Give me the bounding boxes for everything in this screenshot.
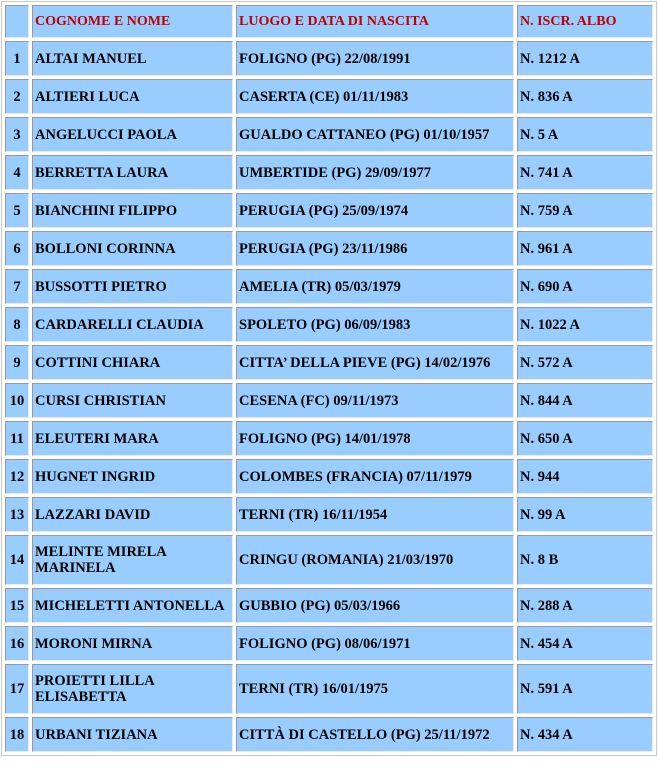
- table-row: [5, 626, 653, 661]
- row-albo: N. 961 A: [517, 231, 653, 266]
- row-albo: N. 5 A: [517, 117, 653, 152]
- table-row: [5, 307, 653, 342]
- row-birth: CASERTA (CE) 01/11/1983: [236, 79, 514, 114]
- row-albo: N. 99 A: [517, 497, 653, 532]
- table-row: [5, 231, 653, 266]
- row-albo: N. 944: [517, 459, 653, 494]
- row-name: PROIETTI LILLA ELISABETTA: [32, 664, 233, 714]
- row-albo: N. 690 A: [517, 269, 653, 304]
- row-birth: GUALDO CATTANEO (PG) 01/10/1957: [236, 117, 514, 152]
- table-row: [5, 383, 653, 418]
- table-row: [5, 421, 653, 456]
- table-row: [5, 345, 653, 380]
- row-birth: COLOMBES (FRANCIA) 07/11/1979: [236, 459, 514, 494]
- header-number: [5, 5, 29, 38]
- row-number: 1: [5, 41, 29, 76]
- table-row: [5, 79, 653, 114]
- row-albo: N. 8 B: [517, 535, 653, 585]
- row-number: 15: [5, 588, 29, 623]
- row-birth: FOLIGNO (PG) 14/01/1978: [236, 421, 514, 456]
- row-birth: PERUGIA (PG) 25/09/1974: [236, 193, 514, 228]
- row-birth: CITTÀ DI CASTELLO (PG) 25/11/1972: [236, 717, 514, 752]
- row-number: 12: [5, 459, 29, 494]
- row-number: 18: [5, 717, 29, 752]
- header-row: [5, 5, 653, 38]
- row-birth: FOLIGNO (PG) 22/08/1991: [236, 41, 514, 76]
- row-name: MICHELETTI ANTONELLA: [32, 588, 233, 623]
- row-albo: N. 572 A: [517, 345, 653, 380]
- row-name: MELINTE MIRELA MARINELA: [32, 535, 233, 585]
- row-birth: CESENA (FC) 09/11/1973: [236, 383, 514, 418]
- table-row: [5, 459, 653, 494]
- row-albo: N. 844 A: [517, 383, 653, 418]
- row-albo: N. 741 A: [517, 155, 653, 190]
- row-number: 2: [5, 79, 29, 114]
- row-birth: GUBBIO (PG) 05/03/1966: [236, 588, 514, 623]
- table-row: [5, 155, 653, 190]
- table-row: [5, 41, 653, 76]
- row-name: BOLLONI CORINNA: [32, 231, 233, 266]
- row-name: CARDARELLI CLAUDIA: [32, 307, 233, 342]
- row-birth: AMELIA (TR) 05/03/1979: [236, 269, 514, 304]
- row-albo: N. 650 A: [517, 421, 653, 456]
- row-birth: CRINGU (ROMANIA) 21/03/1970: [236, 535, 514, 585]
- row-birth: CITTA’ DELLA PIEVE (PG) 14/02/1976: [236, 345, 514, 380]
- row-number: 5: [5, 193, 29, 228]
- row-albo: N. 836 A: [517, 79, 653, 114]
- row-number: 11: [5, 421, 29, 456]
- registry-table: [1, 1, 657, 756]
- row-birth: TERNI (TR) 16/01/1975: [236, 664, 514, 714]
- header-name: COGNOME E NOME: [32, 5, 233, 38]
- row-number: 14: [5, 535, 29, 585]
- row-birth: FOLIGNO (PG) 08/06/1971: [236, 626, 514, 661]
- row-number: 9: [5, 345, 29, 380]
- header-birth: LUOGO E DATA DI NASCITA: [236, 5, 514, 38]
- row-name: HUGNET INGRID: [32, 459, 233, 494]
- row-number: 6: [5, 231, 29, 266]
- row-name: ALTAI MANUEL: [32, 41, 233, 76]
- row-name: URBANI TIZIANA: [32, 717, 233, 752]
- row-number: 10: [5, 383, 29, 418]
- row-number: 8: [5, 307, 29, 342]
- row-albo: N. 288 A: [517, 588, 653, 623]
- table-row: [5, 193, 653, 228]
- row-name: ELEUTERI MARA: [32, 421, 233, 456]
- row-number: 17: [5, 664, 29, 714]
- row-albo: N. 454 A: [517, 626, 653, 661]
- row-birth: PERUGIA (PG) 23/11/1986: [236, 231, 514, 266]
- row-birth: SPOLETO (PG) 06/09/1983: [236, 307, 514, 342]
- row-name: BIANCHINI FILIPPO: [32, 193, 233, 228]
- row-albo: N. 1212 A: [517, 41, 653, 76]
- row-albo: N. 759 A: [517, 193, 653, 228]
- row-name: BERRETTA LAURA: [32, 155, 233, 190]
- row-number: 7: [5, 269, 29, 304]
- row-name: COTTINI CHIARA: [32, 345, 233, 380]
- table-row: [5, 535, 653, 585]
- table-row: [5, 497, 653, 532]
- row-name: LAZZARI DAVID: [32, 497, 233, 532]
- row-number: 3: [5, 117, 29, 152]
- table-row: [5, 117, 653, 152]
- row-name: MORONI MIRNA: [32, 626, 233, 661]
- table-row: [5, 664, 653, 714]
- row-albo: N. 1022 A: [517, 307, 653, 342]
- table-row: [5, 269, 653, 304]
- row-number: 4: [5, 155, 29, 190]
- row-name: CURSI CHRISTIAN: [32, 383, 233, 418]
- header-albo: N. ISCR. ALBO: [517, 5, 653, 38]
- table-body: [5, 41, 653, 752]
- row-birth: UMBERTIDE (PG) 29/09/1977: [236, 155, 514, 190]
- table-row: [5, 588, 653, 623]
- row-name: BUSSOTTI PIETRO: [32, 269, 233, 304]
- row-albo: N. 434 A: [517, 717, 653, 752]
- row-birth: TERNI (TR) 16/11/1954: [236, 497, 514, 532]
- row-number: 13: [5, 497, 29, 532]
- row-albo: N. 591 A: [517, 664, 653, 714]
- row-name: ALTIERI LUCA: [32, 79, 233, 114]
- row-name: ANGELUCCI PAOLA: [32, 117, 233, 152]
- row-number: 16: [5, 626, 29, 661]
- table-header: [5, 5, 653, 38]
- table-row: [5, 717, 653, 752]
